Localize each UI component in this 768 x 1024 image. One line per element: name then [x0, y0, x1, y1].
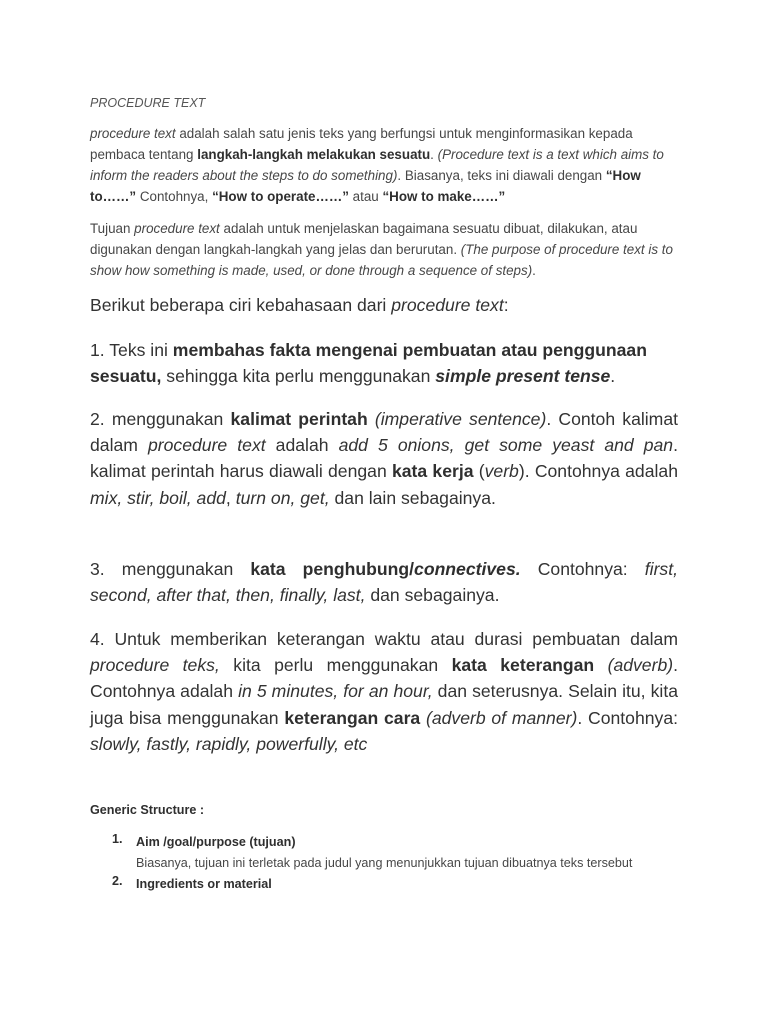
text-run: . Contohnya adalah: [90, 655, 678, 702]
italic-run: procedure text: [391, 295, 504, 315]
text-run: ). Contohnya adalah: [518, 461, 678, 482]
list-item: [90, 874, 678, 895]
bold-run: “How to operate……”: [212, 189, 349, 204]
text-run: dan lain sebagainya.: [329, 487, 496, 508]
bold-italic-run: connectives.: [414, 559, 521, 579]
italic-run: mix, stir, boil, add: [90, 487, 226, 508]
bold-run: kata penghubung/: [250, 559, 415, 579]
italic-run: procedure text: [134, 221, 220, 236]
bold-run: langkah-langkah melakukan sesuatu: [197, 147, 431, 162]
text-run: 4. Untuk memberikan keterangan waktu atau durasi pembuatan dalam: [90, 629, 678, 649]
bold-run: kata kerja: [391, 461, 474, 482]
list-number: 2.: [112, 874, 123, 888]
bold-run: kata keterangan: [451, 655, 595, 676]
text-run: . Contoh kalimat dalam: [90, 409, 678, 456]
bold-run: “How to make……”: [382, 189, 506, 204]
list-number: 1.: [112, 832, 123, 846]
italic-run: slowly, fastly, rapidly, powerfully, etc: [90, 733, 368, 754]
list-item-label: Ingredients or material: [136, 877, 272, 891]
text-run: Contohnya:: [520, 559, 645, 579]
text-run: . Biasanya, teks ini diawali dengan: [397, 168, 606, 183]
list-item-description: Biasanya, tujuan ini terletak pada judul yang menunjukkan tujuan dibuatnya teks tersebut: [136, 856, 633, 870]
generic-structure-list: [90, 832, 678, 895]
english-translation: (The purpose of procedure text is to show how something is made, used, or done through a sequence of steps): [90, 242, 673, 278]
generic-structure-title: Generic Structure :: [90, 803, 205, 817]
italic-run: (imperative sentence): [367, 409, 547, 429]
text-run: atau: [348, 189, 383, 204]
text-run: kita perlu menggunakan: [219, 655, 452, 676]
bold-run: kalimat perintah: [230, 409, 368, 429]
page-heading: PROCEDURE TEXT: [90, 96, 206, 110]
bold-italic-run: simple present tense: [435, 366, 611, 387]
features-intro: [90, 292, 678, 318]
text-run: Contohnya,: [136, 189, 213, 204]
english-translation: (Procedure text is a text which aims to inform the readers about the steps to do something): [90, 147, 664, 183]
text-run: . Contohnya:: [577, 707, 678, 728]
italic-run: procedure teks,: [90, 655, 220, 676]
text-run: adalah: [265, 435, 339, 456]
intro-paragraph: [90, 123, 678, 207]
text-run: adalah salah satu jenis teks yang berfungsi untuk menginformasikan kepada pembaca tentang: [90, 126, 633, 162]
text-run: adalah untuk menjelaskan bagaimana sesuatu dibuat, dilakukan, atau digunakan dengan langkah-langkah yang jelas dan berurutan.: [90, 221, 638, 257]
text-run: .: [532, 263, 536, 278]
text-run: Tujuan: [90, 221, 135, 236]
italic-run: verb: [484, 461, 519, 482]
list-item-label: Aim /goal/purpose (tujuan): [136, 835, 296, 849]
italic-run: turn on, get,: [235, 487, 330, 508]
text-run: . kalimat perintah harus diawali dengan: [90, 435, 678, 482]
italic-run: add 5 onions, get some yeast and pan: [338, 435, 674, 456]
text-run: 1. Teks ini: [90, 340, 173, 360]
purpose-paragraph: [90, 218, 678, 281]
text-run: 3. menggunakan: [90, 559, 251, 579]
feature-item-3: [90, 556, 678, 608]
feature-item-1: [90, 337, 678, 389]
text-run: ,: [225, 487, 236, 508]
feature-item-4: [90, 626, 678, 757]
italic-run: procedure text: [147, 435, 266, 456]
text-run: dan seterusnya. Selain itu, kita juga bisa menggunakan: [90, 681, 678, 728]
text-run: dan sebagainya.: [365, 585, 500, 606]
feature-item-2: [90, 406, 678, 511]
bold-run: “How to……”: [90, 168, 641, 204]
italic-run: (adverb): [594, 655, 674, 676]
italic-run: first, second, after that, then, finally, last,: [90, 559, 678, 606]
italic-run: in 5 minutes, for an hour,: [238, 681, 433, 702]
text-run: Berikut beberapa ciri kebahasaan dari: [90, 295, 392, 315]
term-procedure-text: procedure text: [90, 126, 176, 141]
bold-run: keterangan cara: [284, 707, 421, 728]
text-run: sehingga kita perlu menggunakan: [161, 366, 436, 387]
text-run: (: [473, 461, 485, 482]
list-item: [90, 832, 678, 874]
bold-run: membahas fakta mengenai pembuatan atau penggunaan sesuatu,: [90, 340, 647, 387]
text-run: 2. menggunakan: [90, 409, 231, 429]
text-run: :: [503, 295, 509, 315]
italic-run: (adverb of manner): [420, 707, 578, 728]
text-run: .: [610, 366, 616, 387]
text-run: .: [430, 147, 438, 162]
